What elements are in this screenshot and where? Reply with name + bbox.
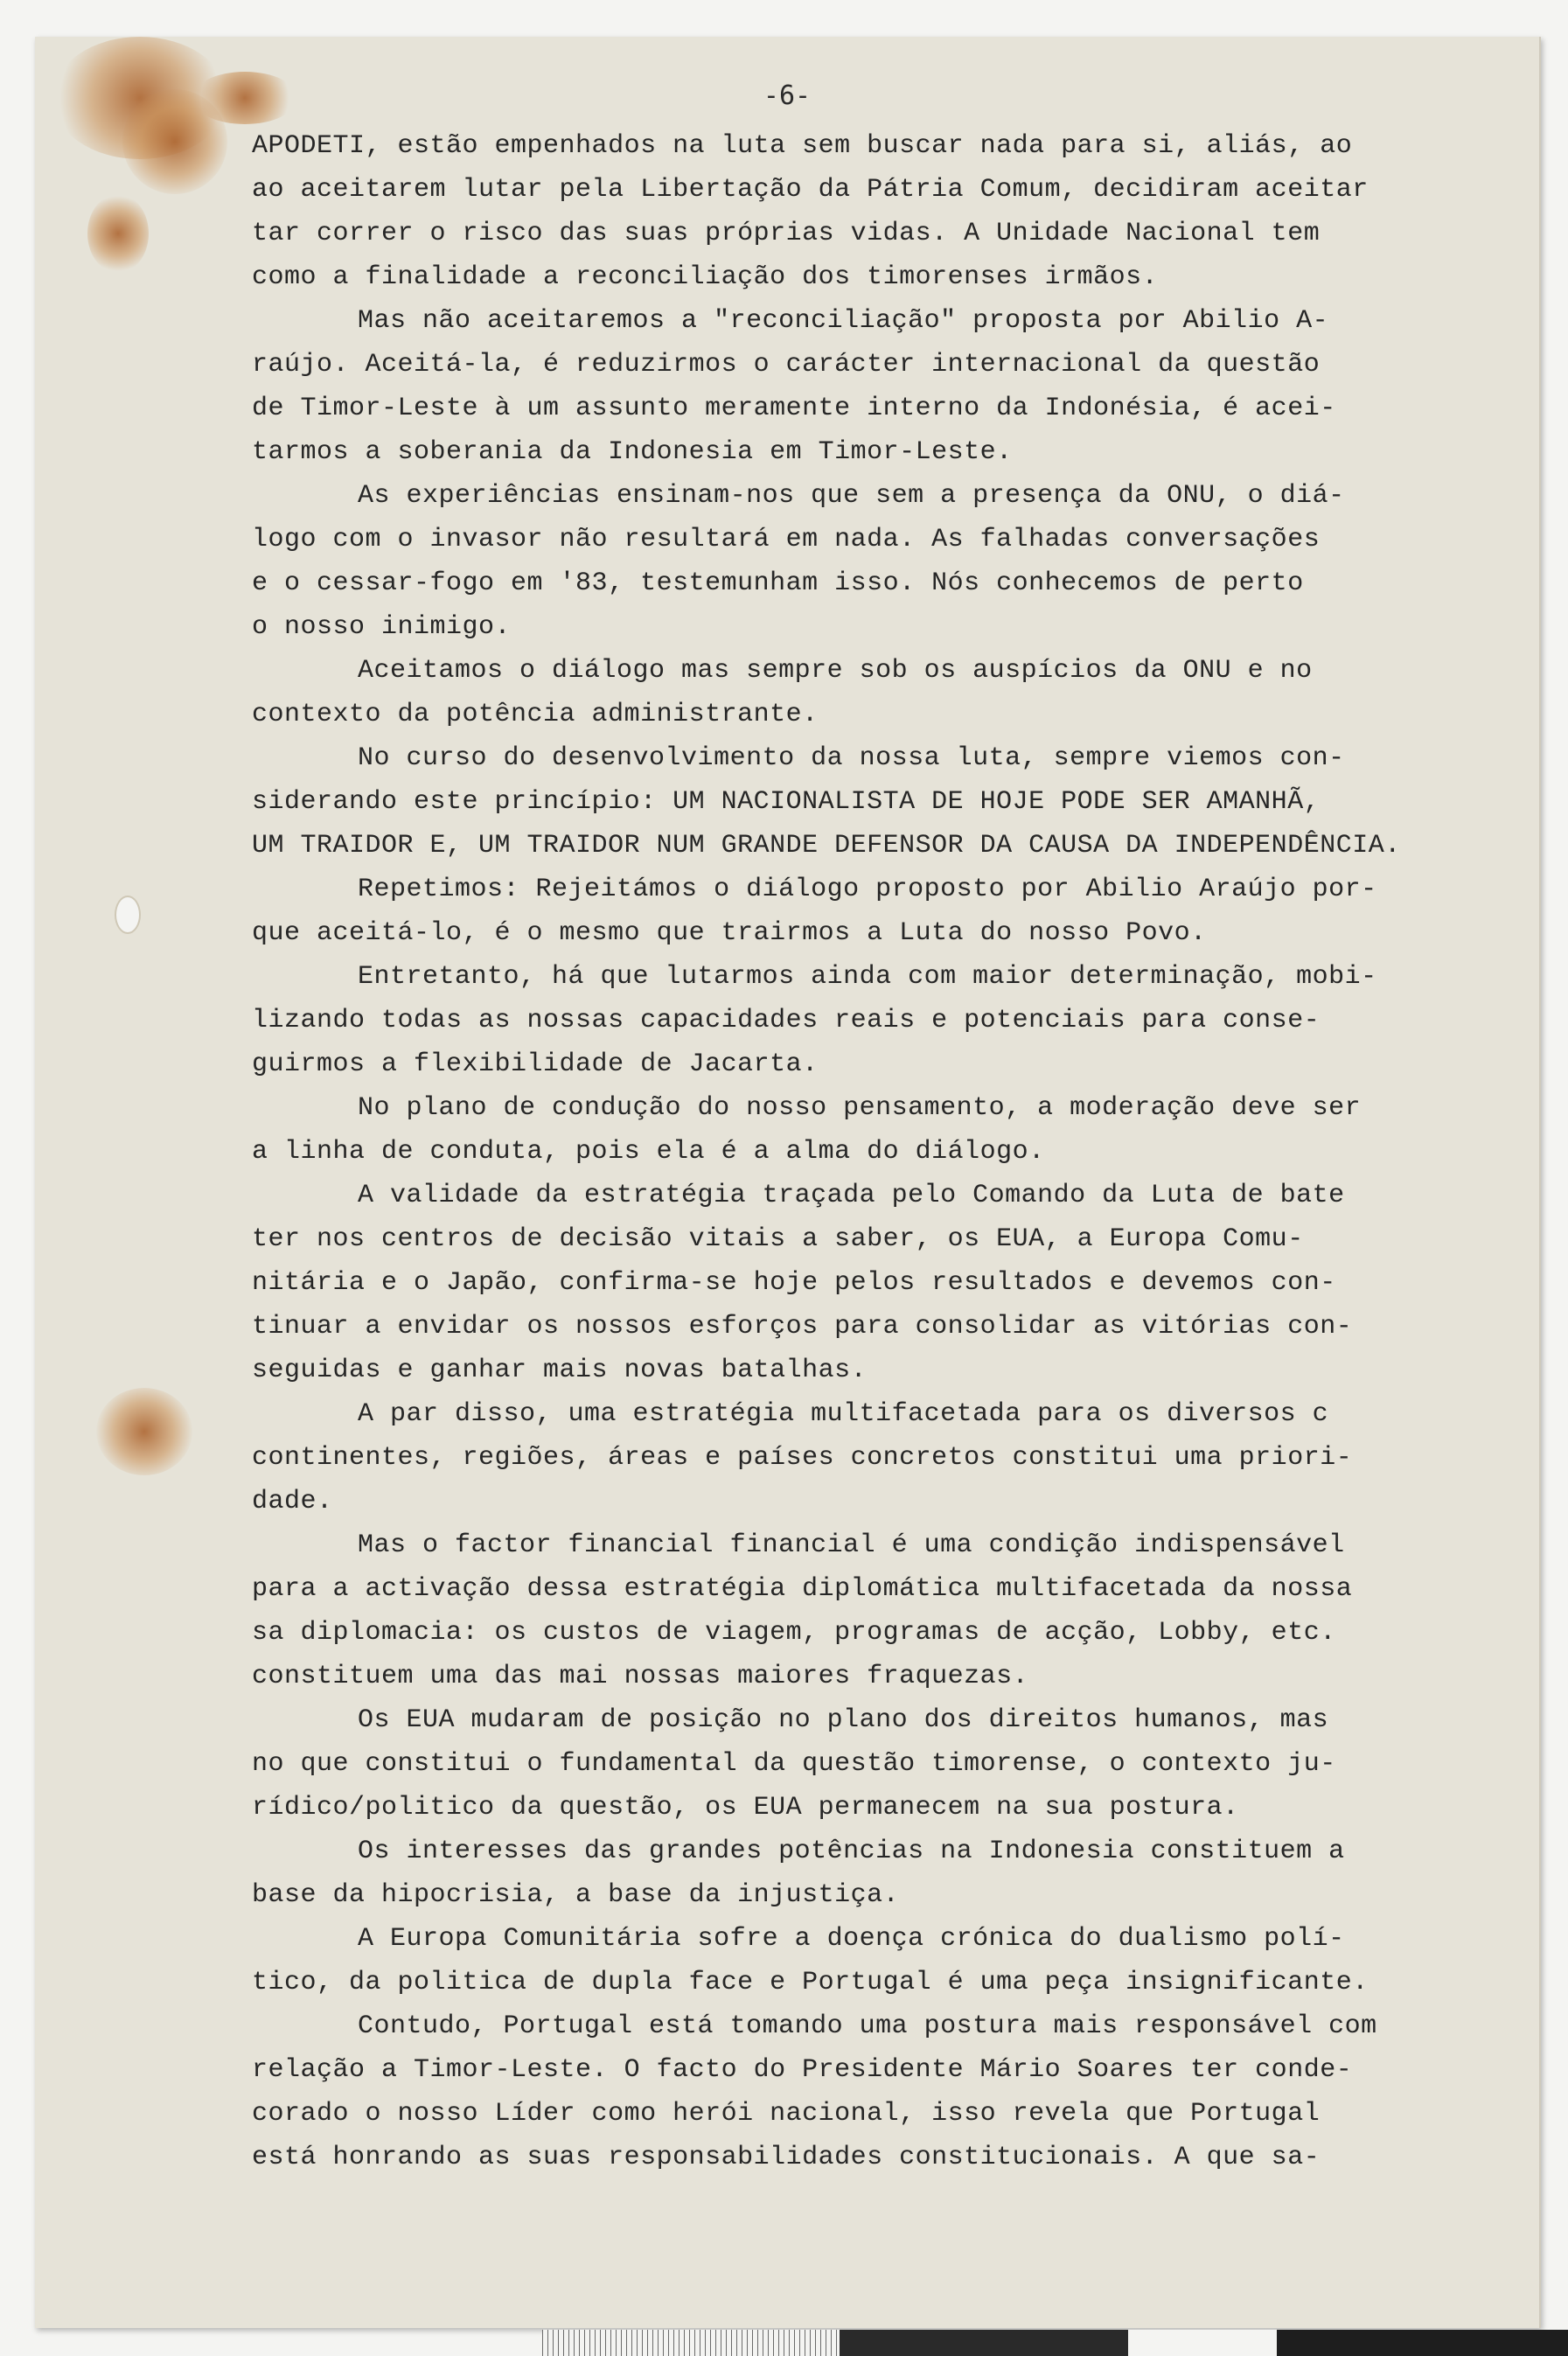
text-line: seguidas e ganhar mais novas batalhas. [252,1356,868,1385]
text-line: A validade da estratégia traçada pelo Comando da Luta de bate [358,1181,1345,1210]
text-line: raújo. Aceitá-la, é reduzirmos o carácter internacional da questão [252,350,1321,380]
text-line: corado o nosso Líder como herói nacional, isso revela que Portugal [252,2099,1321,2129]
text-line: Entretanto, há que lutarmos ainda com maior determinação, mobi- [358,962,1377,992]
text-line: que aceitá-lo, é o mesmo que trairmos a Luta do nosso Povo. [252,918,1207,948]
typewritten-page [35,37,1541,2328]
punch-hole [115,896,141,934]
text-line: A Europa Comunitária sofre a doença crónica do dualismo polí- [358,1924,1345,1954]
text-line: contexto da potência administrante. [252,700,819,729]
text-line: tarmos a soberania da Indonesia em Timor-Leste. [252,437,1013,467]
scan-color-bar [542,2330,1568,2356]
text-line: A par disso, uma estratégia multifacetada para os diversos c [358,1399,1329,1429]
text-line: lizando todas as nossas capacidades reais e potenciais para conse- [252,1006,1321,1035]
text-line: e o cessar-fogo em '83, testemunham isso. Nós conhecemos de perto [252,568,1304,598]
text-line: tico, da politica de dupla face e Portugal é uma peça insignificante. [252,1968,1369,1997]
rust-stain [96,1388,192,1475]
text-line: tar correr o risco das suas próprias vidas. A Unidade Nacional tem [252,219,1321,248]
document-body [252,124,1537,2179]
text-line: ter nos centros de decisão vitais a saber, os EUA, a Europa Comu- [252,1224,1304,1254]
text-line: As experiências ensinam-nos que sem a presença da ONU, o diá- [358,481,1345,511]
text-line: siderando este princípio: UM NACIONALISTA DE HOJE PODE SER AMANHÃ, [252,787,1321,817]
text-line: sa diplomacia: os custos de viagem, programas de acção, Lobby, etc. [252,1618,1336,1648]
text-line: No plano de condução do nosso pensamento, a moderação deve ser [358,1093,1362,1123]
text-line: Mas não aceitaremos a "reconciliação" proposta por Abilio A- [358,306,1329,336]
text-line: rídico/politico da questão, os EUA permanecem na sua postura. [252,1793,1239,1823]
text-line: logo com o invasor não resultará em nada. As falhadas conversações [252,525,1321,554]
text-line: base da hipocrisia, a base da injustiça. [252,1880,900,1910]
text-line: a linha de conduta, pois ela é a alma do diálogo. [252,1137,1045,1167]
text-line: o nosso inimigo. [252,612,512,642]
text-line: dade. [252,1487,333,1516]
text-line: Contudo, Portugal está tomando uma postura mais responsável com [358,2011,1377,2041]
text-line: guirmos a flexibilidade de Jacarta. [252,1049,819,1079]
ruler-ticks [542,2330,840,2356]
text-line: ao aceitarem lutar pela Libertação da Pátria Comum, decidiram aceitar [252,175,1369,205]
text-line: Aceitamos o diálogo mas sempre sob os auspícios da ONU e no [358,656,1313,686]
text-line: Repetimos: Rejeitámos o diálogo proposto por Abilio Araújo por- [358,875,1377,904]
text-line: UM TRAIDOR E, UM TRAIDOR NUM GRANDE DEFENSOR DA CAUSA DA INDEPENDÊNCIA. [252,831,1401,861]
text-line: está honrando as suas responsabilidades constitucionais. A que sa- [252,2143,1321,2172]
text-line: relação a Timor-Leste. O facto do Presidente Mário Soares ter conde- [252,2055,1353,2085]
page-number: -6- [763,80,812,111]
text-line: tinuar a envidar os nossos esforços para consolidar as vitórias con- [252,1312,1353,1342]
text-line: no que constitui o fundamental da questão timorense, o contexto ju- [252,1749,1336,1779]
gray-patch-light [1128,2330,1277,2356]
text-line: constituem uma das mai nossas maiores fraquezas. [252,1662,1029,1691]
text-line: Os EUA mudaram de posição no plano dos direitos humanos, mas [358,1705,1329,1735]
text-line: nitária e o Japão, confirma-se hoje pelos resultados e devemos con- [252,1268,1336,1298]
text-line: APODETI, estão empenhados na luta sem buscar nada para si, aliás, ao [252,131,1353,161]
text-line: continentes, regiões, áreas e países concretos constitui uma priori- [252,1443,1353,1473]
text-line: como a finalidade a reconciliação dos timorenses irmãos. [252,262,1159,292]
text-line: Mas o factor financial financial é uma condição indispensável [358,1530,1345,1560]
gray-patch-dark [840,2330,1128,2356]
gray-patch-black [1277,2330,1568,2356]
text-line: para a activação dessa estratégia diplomática multifacetada da nossa [252,1574,1353,1604]
text-line: No curso do desenvolvimento da nossa luta, sempre viemos con- [358,743,1345,773]
text-line: Os interesses das grandes potências na Indonesia constituem a [358,1837,1345,1866]
rust-stain [87,194,149,273]
text-line: de Timor-Leste à um assunto meramente interno da Indonésia, é acei- [252,394,1336,423]
